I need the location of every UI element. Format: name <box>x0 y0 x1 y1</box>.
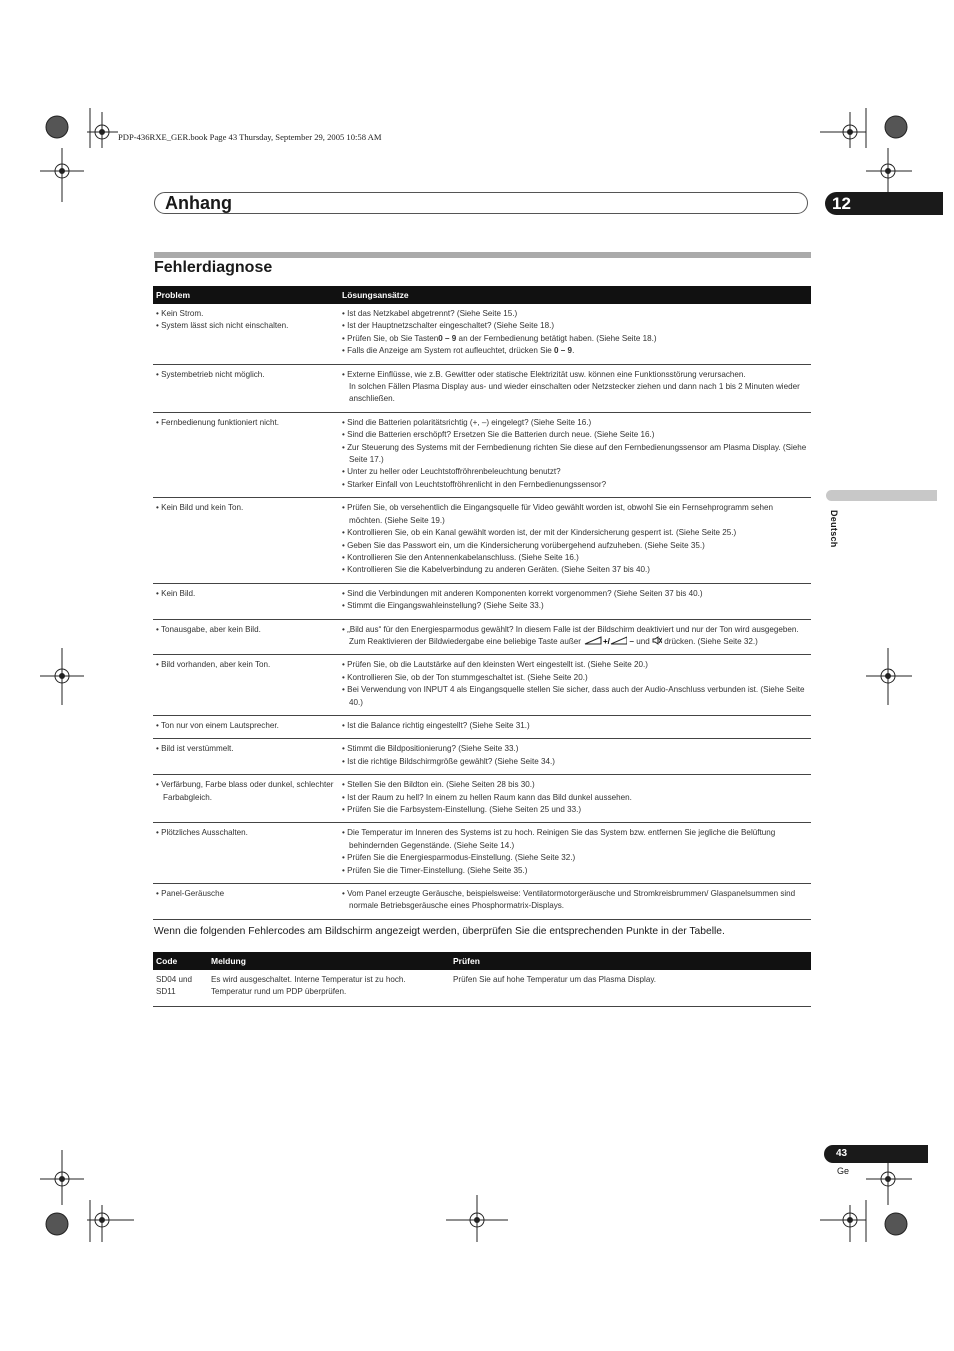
solution-item <box>342 564 807 576</box>
solution-text: Ist die richtige Bildschirmgröße gewählt? (Siehe Seite 34.) <box>347 756 555 766</box>
solution-item <box>342 320 807 332</box>
solution-item <box>342 804 807 816</box>
solution-text: Die Temperatur im Inneren des Systems ist zu hoch. Reinigen Sie das System bzw. entfernen Sie jegliche die Belüftung behindernden Gegenstände. (Siehe Seite 14.) <box>347 828 776 850</box>
col-header-message: Meldung <box>208 952 450 970</box>
solution-item <box>342 720 807 732</box>
volume-plus-minus-icon: +/ – <box>583 637 636 646</box>
solution-text: Sind die Verbindungen mit anderen Komponenten korrekt vorgenommen? (Siehe Seiten 37 bis 40.) <box>347 588 703 598</box>
solutions-cell <box>339 412 811 497</box>
solution-item <box>342 659 807 671</box>
section-title: Fehlerdiagnose <box>154 259 273 276</box>
solution-item <box>342 381 807 406</box>
solution-item <box>342 684 807 709</box>
key-label: 0 – 9 <box>438 333 457 343</box>
solutions-cell <box>339 583 811 619</box>
key-label: 0 – 9 <box>554 346 573 356</box>
solution-text: Ist der Raum zu hell? In einem zu hellen Raum kann das Bild dunkel aussehen. <box>347 792 632 802</box>
solution-text: In solchen Fällen Plasma Display aus- und wieder einschalten oder Netzstecker ziehen und dann nach 1 bis 2 Minuten wieder anschließen. <box>349 382 800 404</box>
solutions-cell <box>339 364 811 412</box>
problem-cell <box>153 304 339 364</box>
solution-text: Sind die Batterien polaritätsrichtig (+, –) eingelegt? (Siehe Seite 16.) <box>347 417 592 427</box>
solution-item <box>342 756 807 768</box>
solution-text: Kontrollieren Sie die Kabelverbindung zu anderen Geräten. (Siehe Seiten 37 bis 40.) <box>347 565 650 575</box>
solution-item <box>342 502 807 527</box>
solution-item <box>342 540 807 552</box>
table-row <box>153 498 811 583</box>
solution-item <box>342 888 807 913</box>
solution-text: Stimmt die Bildpositionierung? (Siehe Seite 33.) <box>347 744 519 754</box>
problem-item: • Ton nur von einem Lautsprecher. <box>156 720 335 732</box>
solution-item <box>342 600 807 612</box>
solution-item <box>342 369 807 381</box>
solution-text: an der Fernbedienung betätigt haben. (Siehe Seite 18.) <box>456 333 657 343</box>
solution-text: Stimmt die Eingangswahleinstellung? (Siehe Seite 33.) <box>347 601 544 611</box>
solution-text: Ist die Balance richtig eingestellt? (Siehe Seite 31.) <box>347 720 530 730</box>
problem-cell <box>153 364 339 412</box>
solution-text: Sind die Batterien erschöpft? Ersetzen Sie die Batterien durch neue. (Siehe Seite 16.) <box>347 430 655 440</box>
table-row <box>153 412 811 497</box>
svg-text:+/: +/ <box>603 636 611 645</box>
solution-text: Prüfen Sie, ob Sie Tasten <box>347 333 439 343</box>
problem-cell <box>153 619 339 655</box>
solution-item <box>342 442 807 467</box>
solution-text: Unter zu heller oder Leuchtstoffröhrenbeleuchtung benutzt? <box>347 467 561 477</box>
error-check: Prüfen Sie auf hohe Temperatur um das Plasma Display. <box>450 970 811 1006</box>
problem-item: • Tonausgabe, aber kein Bild. <box>156 624 335 636</box>
solutions-cell <box>339 823 811 884</box>
table-row <box>153 655 811 716</box>
solution-text: drücken. (Siehe Seite 32.) <box>662 636 758 646</box>
table-row <box>153 884 811 920</box>
problem-cell <box>153 583 339 619</box>
problem-item: • Kein Bild und kein Ton. <box>156 502 335 514</box>
problem-cell <box>153 823 339 884</box>
error-message: Es wird ausgeschaltet. Interne Temperatur ist zu hoch. Temperatur rund um PDP überprüfen. <box>208 970 450 1006</box>
solution-text: Kontrollieren Sie den Antennenkabelanschluss. (Siehe Seite 16.) <box>347 552 579 562</box>
problem-item: • Panel-Geräusche <box>156 888 335 900</box>
solution-text: Ist der Hauptnetzschalter eingeschaltet? (Siehe Seite 18.) <box>347 321 555 331</box>
solution-item <box>342 345 807 357</box>
problem-cell <box>153 884 339 920</box>
solution-text: Vom Panel erzeugte Geräusche, beispielsweise: Ventilatormotorgeräusche und Stromkreisbrummen/ Glaspanelsummen sind normale Betriebsgeräusche eines Phosphormatrix-Displays. <box>347 889 796 911</box>
table-row <box>153 619 811 655</box>
problem-cell <box>153 775 339 823</box>
col-header-check: Prüfen <box>450 952 811 970</box>
problem-cell <box>153 739 339 775</box>
solution-text: Falls die Anzeige am System rot aufleuchtet, drücken Sie <box>347 346 555 356</box>
solution-text: Prüfen Sie, ob die Lautstärke auf den kleinsten Wert eingestellt ist. (Siehe Seite 20.) <box>347 660 648 670</box>
problem-item: • Bild ist verstümmelt. <box>156 743 335 755</box>
error-code-note: Wenn die folgenden Fehlercodes am Bildschirm angezeigt werden, überprüfen Sie die entsprechenden Punkte in der Tabelle. <box>154 926 725 937</box>
col-header-code: Code <box>153 952 208 970</box>
solution-item <box>342 588 807 600</box>
solution-item <box>342 792 807 804</box>
problem-cell <box>153 655 339 716</box>
problem-item: • Verfärbung, Farbe blass oder dunkel, schlechter Farbabgleich. <box>156 779 335 804</box>
solution-text: Geben Sie das Passwort ein, um die Kindersicherung vorübergehend aufzuheben. (Siehe Seite 35.) <box>347 540 705 550</box>
table-row <box>153 364 811 412</box>
problem-item: • Bild vorhanden, aber kein Ton. <box>156 659 335 671</box>
solution-text: Starker Einfall von Leuchtstoffröhrenlicht in den Fernbedienungssensor? <box>347 479 607 489</box>
problem-item: • Systembetrieb nicht möglich. <box>156 369 335 381</box>
language-tab <box>826 490 937 501</box>
solution-text: Stellen Sie den Bildton ein. (Siehe Seiten 28 bis 30.) <box>347 780 535 790</box>
solution-item <box>342 466 807 478</box>
col-header-problem: Problem <box>153 286 339 304</box>
solution-item <box>342 624 807 649</box>
solution-text: Externe Einflüsse, wie z.B. Gewitter oder statische Elektrizität usw. können eine Funktionsstörung verursachen. <box>347 369 746 379</box>
error-code-table <box>153 952 811 1007</box>
problem-item: • Plötzliches Ausschalten. <box>156 827 335 839</box>
solutions-cell <box>339 775 811 823</box>
solution-text: Prüfen Sie die Energiesparmodus-Einstellung. (Siehe Seite 32.) <box>347 853 576 863</box>
solution-item <box>342 333 807 345</box>
solutions-cell <box>339 715 811 738</box>
header-pill <box>154 192 808 214</box>
language-label: Deutsch <box>829 510 839 548</box>
solution-item <box>342 417 807 429</box>
solution-item <box>342 552 807 564</box>
table-row <box>153 823 811 884</box>
solution-item <box>342 479 807 491</box>
solution-text: Prüfen Sie, ob versehentlich die Eingangsquelle für Video gewählt worden ist, obwohl Sie ein Fernsehprogramm sehen möchten. (Siehe Seite 19.) <box>347 503 774 525</box>
solution-text: . <box>572 346 575 356</box>
solution-text: Kontrollieren Sie, ob ein Kanal gewählt worden ist, der mit der Kindersicherung gesperrt ist. (Siehe Seite 25.) <box>347 528 737 538</box>
solution-text: Kontrollieren Sie, ob der Ton stummgeschaltet ist. (Siehe Seite 20.) <box>347 672 588 682</box>
solution-item <box>342 308 807 320</box>
table-row <box>153 304 811 364</box>
table-row <box>153 715 811 738</box>
solution-item <box>342 743 807 755</box>
solution-text: und <box>636 636 650 646</box>
mute-icon <box>650 637 662 646</box>
problem-cell <box>153 498 339 583</box>
solutions-cell <box>339 655 811 716</box>
solution-item <box>342 429 807 441</box>
troubleshooting-table <box>153 286 811 920</box>
solution-text: Prüfen Sie die Farbsystem-Einstellung. (Siehe Seiten 25 und 33.) <box>347 805 582 814</box>
chapter-number: 12 <box>825 192 943 215</box>
table-row <box>153 970 811 1006</box>
solution-text: Prüfen Sie die Timer-Einstellung. (Siehe Seite 35.) <box>347 865 528 875</box>
problem-item: • System lässt sich nicht einschalten. <box>156 320 335 332</box>
solution-item <box>342 827 807 852</box>
solutions-cell <box>339 739 811 775</box>
page-language: Ge <box>837 1166 850 1176</box>
solution-text: Ist das Netzkabel abgetrennt? (Siehe Seite 15.) <box>347 309 518 318</box>
solution-item <box>342 852 807 864</box>
solutions-cell <box>339 884 811 920</box>
table-row <box>153 583 811 619</box>
chapter-title: Anhang <box>165 193 232 213</box>
problem-item: • Fernbedienung funktioniert nicht. <box>156 417 335 429</box>
problem-item: • Kein Bild. <box>156 588 335 600</box>
solutions-cell <box>339 304 811 364</box>
solution-text: Zur Steuerung des Systems mit der Fernbedienung richten Sie diese auf den Fernbedienungssensor am Plasma Display. (Siehe Seite 17.) <box>347 442 807 465</box>
solution-item <box>342 779 807 791</box>
table-row <box>153 739 811 775</box>
solution-text: Bei Verwendung von INPUT 4 als Eingangsquelle stellen Sie sicher, dass auch der Audio-Anschluss verbunden ist. (Siehe Seite 40.) <box>347 685 805 707</box>
section-divider <box>154 252 811 258</box>
problem-cell <box>153 412 339 497</box>
solutions-cell <box>339 498 811 583</box>
col-header-solutions: Lösungsansätze <box>339 286 811 304</box>
solution-item <box>342 672 807 684</box>
error-code: SD04 und SD11 <box>153 970 208 1006</box>
solutions-cell <box>339 619 811 655</box>
solution-item <box>342 527 807 539</box>
problem-item: • Kein Strom. <box>156 308 335 320</box>
solution-item <box>342 865 807 877</box>
problem-cell <box>153 715 339 738</box>
table-row <box>153 775 811 823</box>
solution-text: „Bild aus“ für den Energiesparmodus gewählt? In diesem Falle ist der Bildschirm deaktiviert und nur der Ton wird ausgegeben. Zum Reaktivieren der Bildwiedergabe eine beliebige Taste außer <box>347 624 799 646</box>
file-info: PDP-436RXE_GER.book Page 43 Thursday, September 29, 2005 10:58 AM <box>118 132 382 142</box>
page-number: 43 <box>824 1145 928 1163</box>
